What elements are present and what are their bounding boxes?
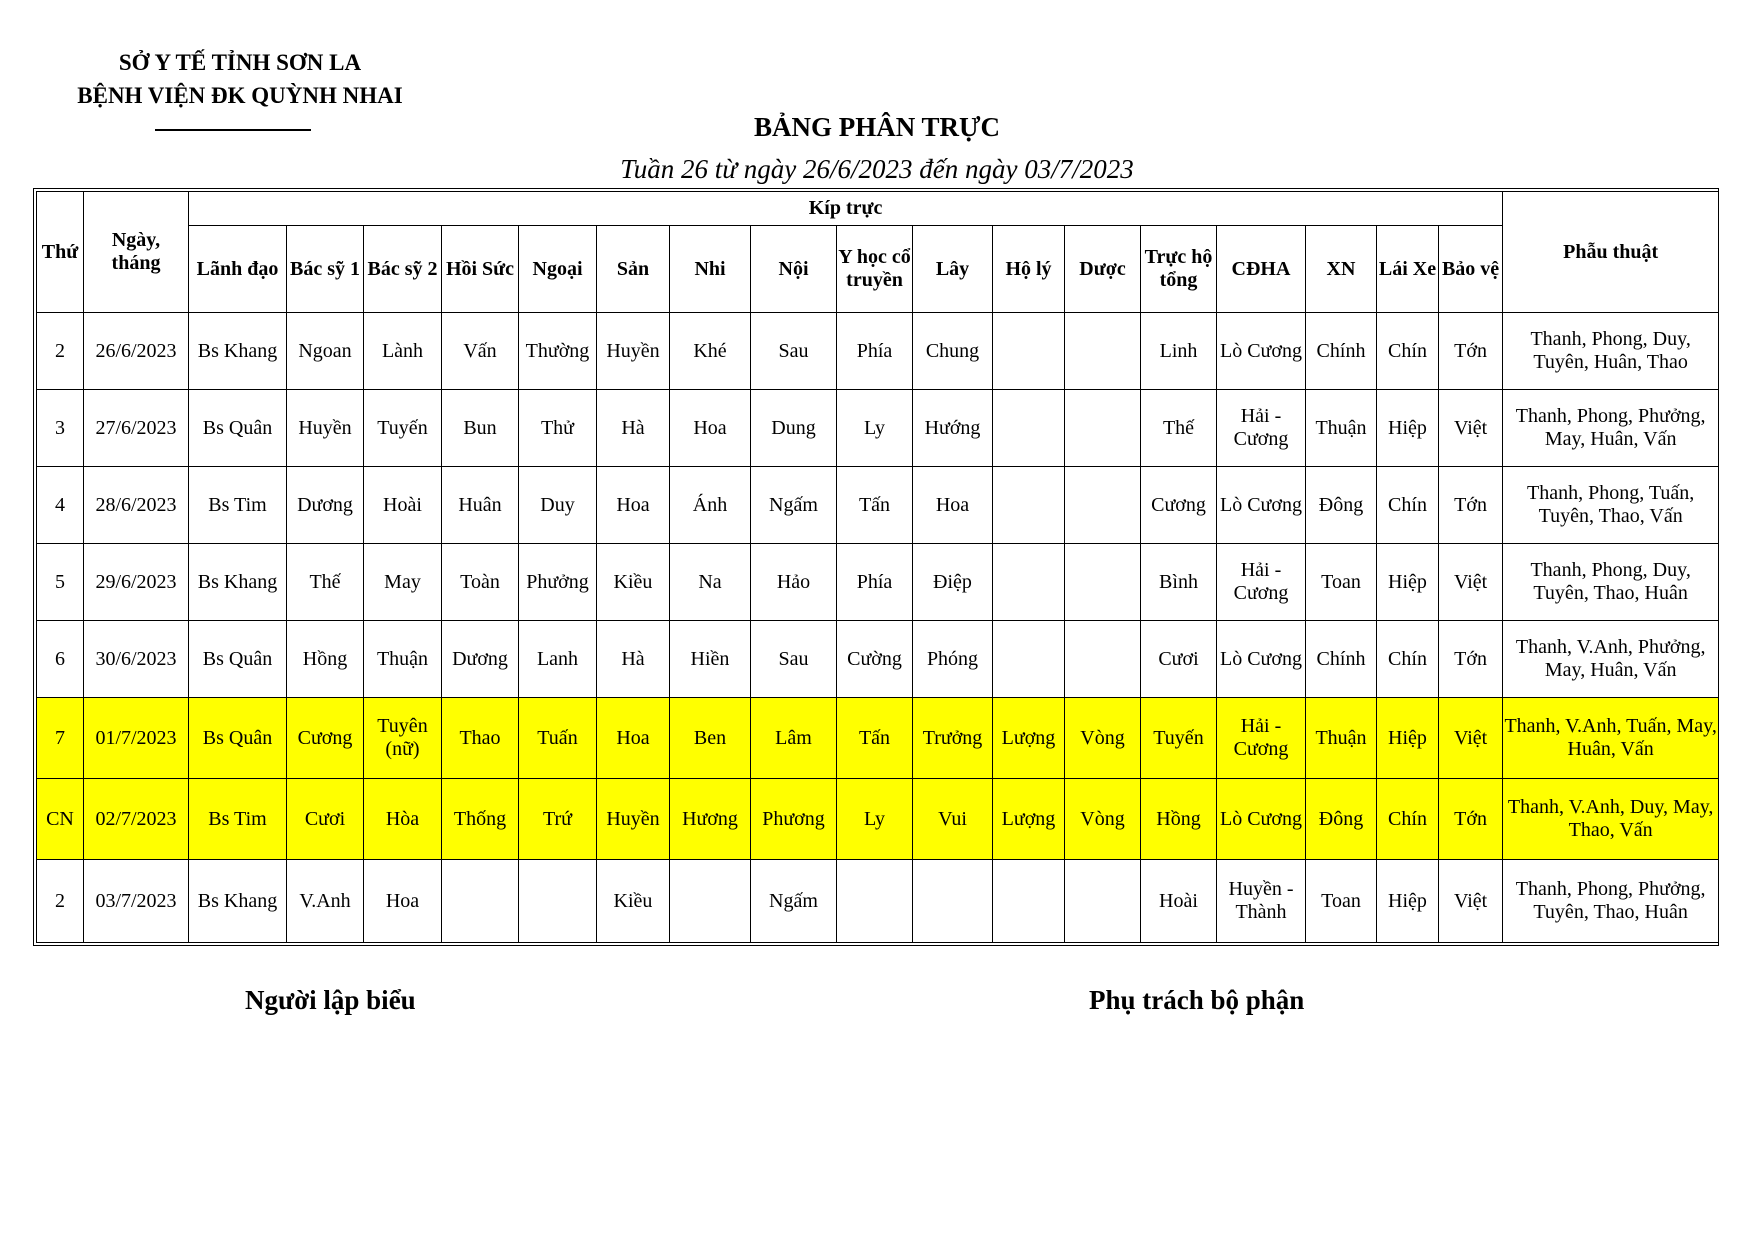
cell-shift: Toan xyxy=(1306,860,1377,943)
header-shift-col: Y học cổ truyền xyxy=(837,226,913,313)
cell-shift: Tấn xyxy=(837,467,913,544)
cell-shift xyxy=(993,544,1065,621)
cell-shift: Ly xyxy=(837,779,913,860)
table-row xyxy=(37,698,1719,779)
cell-shift: Khé xyxy=(670,313,751,390)
cell-date: 30/6/2023 xyxy=(84,621,189,698)
cell-thu: 5 xyxy=(37,544,84,621)
cell-shift: Chín xyxy=(1377,621,1439,698)
header-shift-col: Hồi Sức xyxy=(442,226,519,313)
cell-shift: Hồng xyxy=(287,621,364,698)
cell-shift: Đông xyxy=(1306,779,1377,860)
cell-shift: Hiệp xyxy=(1377,390,1439,467)
table-row xyxy=(37,390,1719,467)
cell-shift: Đông xyxy=(1306,467,1377,544)
cell-shift xyxy=(670,860,751,943)
cell-shift: Ánh xyxy=(670,467,751,544)
cell-shift xyxy=(1065,621,1141,698)
cell-shift: Bs Khang xyxy=(189,860,287,943)
cell-shift: Bs Tim xyxy=(189,467,287,544)
cell-shift xyxy=(1065,544,1141,621)
cell-shift: Sau xyxy=(751,313,837,390)
cell-shift: Phưởng xyxy=(519,544,597,621)
cell-shift: V.Anh xyxy=(287,860,364,943)
cell-shift: Việt xyxy=(1439,698,1503,779)
cell-shift: Thuận xyxy=(1306,698,1377,779)
cell-thu: 2 xyxy=(37,860,84,943)
cell-shift xyxy=(1065,467,1141,544)
cell-surgery: Thanh, V.Anh, Phưởng, May, Huân, Vấn xyxy=(1503,621,1719,698)
cell-shift xyxy=(1065,860,1141,943)
header-kip-truc: Kíp trực xyxy=(189,192,1503,226)
cell-shift: Chính xyxy=(1306,621,1377,698)
cell-shift: Thuận xyxy=(1306,390,1377,467)
cell-shift: Ben xyxy=(670,698,751,779)
cell-shift: Bình xyxy=(1141,544,1217,621)
cell-shift: Toan xyxy=(1306,544,1377,621)
cell-shift: Cươi xyxy=(1141,621,1217,698)
cell-surgery: Thanh, Phong, Phưởng, May, Huân, Vấn xyxy=(1503,390,1719,467)
cell-shift: Tớn xyxy=(1439,779,1503,860)
header-shift-col: CĐHA xyxy=(1217,226,1306,313)
cell-shift xyxy=(993,860,1065,943)
header-date: Ngày, tháng xyxy=(84,192,189,313)
cell-date: 28/6/2023 xyxy=(84,467,189,544)
cell-shift: Trứ xyxy=(519,779,597,860)
cell-shift: Sau xyxy=(751,621,837,698)
table-row xyxy=(37,313,1719,390)
table-row xyxy=(37,779,1719,860)
cell-shift: Tuấn xyxy=(519,698,597,779)
cell-shift: Việt xyxy=(1439,544,1503,621)
cell-shift: Lò Cương xyxy=(1217,313,1306,390)
header-shift-col: Sản xyxy=(597,226,670,313)
cell-date: 27/6/2023 xyxy=(84,390,189,467)
cell-shift xyxy=(993,313,1065,390)
cell-shift: Tớn xyxy=(1439,313,1503,390)
cell-shift: Hiền xyxy=(670,621,751,698)
cell-shift: Hiệp xyxy=(1377,860,1439,943)
header-shift-col: Dược xyxy=(1065,226,1141,313)
cell-shift: Trưởng xyxy=(913,698,993,779)
cell-shift: Lanh xyxy=(519,621,597,698)
header-thu: Thứ xyxy=(37,192,84,313)
cell-shift: Hoài xyxy=(1141,860,1217,943)
signature-supervisor-label: Phụ trách bộ phận xyxy=(1089,985,1305,1015)
cell-shift: Lâm xyxy=(751,698,837,779)
document-title: BẢNG PHÂN TRỰC xyxy=(753,112,1000,142)
cell-shift: Vòng xyxy=(1065,698,1141,779)
cell-shift: Kiều xyxy=(597,860,670,943)
cell-surgery: Thanh, Phong, Phưởng, Tuyên, Thao, Huân xyxy=(1503,860,1719,943)
cell-shift: Bs Quân xyxy=(189,698,287,779)
cell-shift: Hảo xyxy=(751,544,837,621)
header-shift-col: Nhi xyxy=(670,226,751,313)
cell-shift xyxy=(993,621,1065,698)
cell-shift: Huyền xyxy=(597,313,670,390)
cell-shift: Chín xyxy=(1377,313,1439,390)
table-row xyxy=(37,544,1719,621)
cell-shift: Hiệp xyxy=(1377,698,1439,779)
cell-shift: Hòa xyxy=(364,779,442,860)
cell-shift: Hiệp xyxy=(1377,544,1439,621)
cell-shift: Vui xyxy=(913,779,993,860)
cell-shift: Lò Cương xyxy=(1217,779,1306,860)
cell-shift: Tuyến xyxy=(364,390,442,467)
cell-shift: Ly xyxy=(837,390,913,467)
cell-shift: Phương xyxy=(751,779,837,860)
cell-shift: Tớn xyxy=(1439,621,1503,698)
cell-shift: Dương xyxy=(442,621,519,698)
cell-shift: Huyền xyxy=(287,390,364,467)
cell-shift: Hướng xyxy=(913,390,993,467)
roster-table-frame xyxy=(33,188,1719,946)
cell-thu: 3 xyxy=(37,390,84,467)
duty-roster-table xyxy=(36,191,1719,943)
cell-shift: Toàn xyxy=(442,544,519,621)
cell-shift: Cương xyxy=(1141,467,1217,544)
cell-shift: Hà xyxy=(597,390,670,467)
cell-shift: Thế xyxy=(287,544,364,621)
cell-shift: Bs Khang xyxy=(189,313,287,390)
cell-shift: Linh xyxy=(1141,313,1217,390)
document-subtitle: Tuần 26 từ ngày 26/6/2023 đến ngày 03/7/2023 xyxy=(620,154,1134,184)
cell-shift: Duy xyxy=(519,467,597,544)
cell-shift: Ngoan xyxy=(287,313,364,390)
cell-shift: Điệp xyxy=(913,544,993,621)
cell-shift: May xyxy=(364,544,442,621)
header-shift-col: Lãnh đạo xyxy=(189,226,287,313)
cell-shift xyxy=(837,860,913,943)
header-shift-col: Bảo vệ xyxy=(1439,226,1503,313)
cell-shift: Hoa xyxy=(913,467,993,544)
cell-shift: Huyền - Thành xyxy=(1217,860,1306,943)
cell-shift: Cươi xyxy=(287,779,364,860)
cell-shift: Hà xyxy=(597,621,670,698)
cell-shift: Kiều xyxy=(597,544,670,621)
cell-shift: Hồng xyxy=(1141,779,1217,860)
cell-shift: Việt xyxy=(1439,390,1503,467)
org-line-2: BỆNH VIỆN ĐK QUỲNH NHAI xyxy=(77,83,403,108)
roster-body xyxy=(37,313,1719,943)
cell-thu: 2 xyxy=(37,313,84,390)
cell-shift: Phóng xyxy=(913,621,993,698)
cell-shift: Vấn xyxy=(442,313,519,390)
cell-thu: 4 xyxy=(37,467,84,544)
cell-shift: Thuận xyxy=(364,621,442,698)
cell-shift: Bs Quân xyxy=(189,390,287,467)
cell-shift xyxy=(442,860,519,943)
cell-shift: Cương xyxy=(287,698,364,779)
cell-shift: Thường xyxy=(519,313,597,390)
cell-date: 26/6/2023 xyxy=(84,313,189,390)
cell-shift: Ngấm xyxy=(751,860,837,943)
cell-shift: Lành xyxy=(364,313,442,390)
cell-shift: Thống xyxy=(442,779,519,860)
cell-shift: Chín xyxy=(1377,779,1439,860)
table-row xyxy=(37,621,1719,698)
cell-shift: Bun xyxy=(442,390,519,467)
cell-shift: Chín xyxy=(1377,467,1439,544)
cell-shift: Ngấm xyxy=(751,467,837,544)
cell-shift xyxy=(913,860,993,943)
cell-surgery: Thanh, V.Anh, Duy, May, Thao, Vấn xyxy=(1503,779,1719,860)
cell-shift: Thao xyxy=(442,698,519,779)
cell-shift: Thế xyxy=(1141,390,1217,467)
header-shift-col: Trực hộ tổng xyxy=(1141,226,1217,313)
cell-date: 29/6/2023 xyxy=(84,544,189,621)
header-shift-col: Nội xyxy=(751,226,837,313)
cell-shift: Việt xyxy=(1439,860,1503,943)
header-row-2 xyxy=(37,226,1719,313)
cell-shift: Huân xyxy=(442,467,519,544)
cell-shift: Chung xyxy=(913,313,993,390)
cell-shift: Hoa xyxy=(670,390,751,467)
cell-shift: Tuyên (nữ) xyxy=(364,698,442,779)
cell-shift: Hương xyxy=(670,779,751,860)
cell-shift: Na xyxy=(670,544,751,621)
cell-shift: Thử xyxy=(519,390,597,467)
cell-shift: Phía xyxy=(837,544,913,621)
header-shift-col: Bác sỹ 1 xyxy=(287,226,364,313)
cell-shift xyxy=(519,860,597,943)
cell-shift: Hoa xyxy=(597,698,670,779)
header-shift-col: Bác sỹ 2 xyxy=(364,226,442,313)
cell-shift: Bs Quân xyxy=(189,621,287,698)
table-row xyxy=(37,467,1719,544)
cell-surgery: Thanh, V.Anh, Tuấn, May, Huân, Vấn xyxy=(1503,698,1719,779)
cell-shift: Lượng xyxy=(993,698,1065,779)
cell-shift xyxy=(993,390,1065,467)
cell-shift: Phía xyxy=(837,313,913,390)
cell-shift: Cường xyxy=(837,621,913,698)
cell-shift: Hải - Cương xyxy=(1217,390,1306,467)
header-shift-col: Lái Xe xyxy=(1377,226,1439,313)
cell-shift: Hải - Cương xyxy=(1217,698,1306,779)
cell-shift: Hoài xyxy=(364,467,442,544)
cell-shift: Tuyến xyxy=(1141,698,1217,779)
cell-surgery: Thanh, Phong, Duy, Tuyên, Thao, Huân xyxy=(1503,544,1719,621)
cell-thu: CN xyxy=(37,779,84,860)
cell-shift: Dương xyxy=(287,467,364,544)
cell-shift xyxy=(993,467,1065,544)
organization-header xyxy=(40,46,440,112)
cell-shift: Lò Cương xyxy=(1217,467,1306,544)
cell-shift xyxy=(1065,390,1141,467)
cell-shift: Lò Cương xyxy=(1217,621,1306,698)
cell-shift: Tớn xyxy=(1439,467,1503,544)
cell-thu: 6 xyxy=(37,621,84,698)
cell-shift: Chính xyxy=(1306,313,1377,390)
cell-date: 02/7/2023 xyxy=(84,779,189,860)
cell-shift: Hải - Cương xyxy=(1217,544,1306,621)
header-shift-col: Hộ lý xyxy=(993,226,1065,313)
signature-preparer-label: Người lập biểu xyxy=(245,985,416,1015)
cell-date: 03/7/2023 xyxy=(84,860,189,943)
cell-date: 01/7/2023 xyxy=(84,698,189,779)
cell-shift: Vòng xyxy=(1065,779,1141,860)
header-shift-col: Ngoại xyxy=(519,226,597,313)
cell-surgery: Thanh, Phong, Tuấn, Tuyên, Thao, Vấn xyxy=(1503,467,1719,544)
cell-thu: 7 xyxy=(37,698,84,779)
cell-shift: Hoa xyxy=(364,860,442,943)
cell-shift: Tấn xyxy=(837,698,913,779)
header-shift-col: XN xyxy=(1306,226,1377,313)
cell-shift: Bs Tim xyxy=(189,779,287,860)
table-row xyxy=(37,860,1719,943)
cell-shift xyxy=(1065,313,1141,390)
org-line-1: SỞ Y TẾ TỈNH SƠN LA xyxy=(118,50,362,75)
cell-shift: Dung xyxy=(751,390,837,467)
cell-shift: Hoa xyxy=(597,467,670,544)
header-surgery: Phẫu thuật xyxy=(1503,192,1719,313)
header-shift-col: Lây xyxy=(913,226,993,313)
cell-shift: Lượng xyxy=(993,779,1065,860)
cell-shift: Bs Khang xyxy=(189,544,287,621)
header-row-1 xyxy=(37,192,1719,226)
cell-shift: Huyền xyxy=(597,779,670,860)
cell-surgery: Thanh, Phong, Duy, Tuyên, Huân, Thao xyxy=(1503,313,1719,390)
